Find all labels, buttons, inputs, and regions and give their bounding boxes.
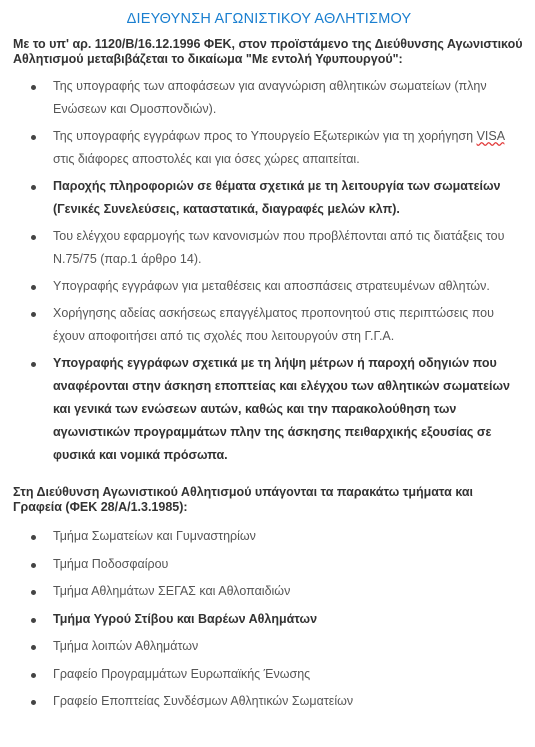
department-item [13,580,525,603]
list-item [13,175,525,221]
departments-intro: Στη Διεύθυνση Αγωνιστικού Αθλητισμού υπάγονται τα παρακάτω τμήματα και Γραφεία (ΦΕΚ 28/Α/1.3.1985): [13,485,474,514]
list-item-text: Παροχής πληροφοριών σε θέματα σχετικά με τη λειτουργία των σωματείων (Γενικές Συνελεύσεις, καταστατικά, διαγραφές μελών κλπ). [53,179,501,216]
bullet-icon [31,535,36,540]
department-label: Τμήμα Υγρού Στίβου και Βαρέων Αθλημάτων [53,611,318,626]
list-item [13,302,525,348]
list-item [13,352,525,467]
list-item [13,75,525,121]
department-label: Τμήμα Αθλημάτων ΣΕΓΑΣ και Αθλοπαιδιών [53,584,291,598]
bullet-icon [31,85,36,90]
bullet-icon [31,185,36,190]
departments-list [13,525,525,713]
department-item [13,608,525,631]
list-item-visa-word: VISA [476,129,505,143]
bullet-icon [31,590,36,595]
department-item [13,553,525,576]
department-item [13,525,525,548]
delegated-rights-list [13,75,525,467]
page-title: ΔΙΕΥΘΥΝΣΗ ΑΓΩΝΙΣΤΙΚΟΥ ΑΘΛΗΤΙΣΜΟΥ [126,11,412,27]
department-label: Γραφείο Προγραμμάτων Ευρωπαϊκής Ένωσης [53,666,311,681]
bullet-icon [31,673,36,678]
bullet-icon [31,700,36,705]
list-item-text: Του ελέγχου εφαρμογής των κανονισμών που προβλέπονται από τις διατάξεις του Ν.75/75 (παρ.1 άρθρο 14). [53,229,505,266]
list-item-text-start: Της υπογραφής εγγράφων προς το Υπουργείο Εξωτερικών για τη χορήγηση [53,129,477,143]
bullet-icon [31,312,36,317]
department-item [13,635,525,658]
list-item [13,225,525,271]
department-item [13,663,525,686]
bullet-icon [31,362,36,367]
bullet-icon [31,563,36,568]
list-item-text: Υπογραφής εγγράφων για μεταθέσεις και αποσπάσεις στρατευμένων αθλητών. [53,279,490,293]
list-item-text-end: στις διάφορες αποστολές και για όσες χώρες απαιτείται. [53,152,360,166]
list-item-text: Της υπογραφής των αποφάσεων για αναγνώριση αθλητικών σωματείων (πλην Ενώσεων και Ομοσπονδιών). [53,79,487,116]
bullet-icon [31,135,36,140]
department-label: Τμήμα Σωματείων και Γυμναστηρίων [53,529,256,543]
list-item-text: Χορήγησης αδείας ασκήσεως επαγγέλματος προπονητού στις περιπτώσεις που έχουν αποφοιτήσει από τις σχολές που λειτουργούν στη Γ.Γ.Α. [53,306,494,343]
list-item [13,125,525,171]
department-label: Τμήμα Ποδοσφαίρου [53,556,169,571]
bullet-icon [31,235,36,240]
bullet-icon [31,645,36,650]
department-label: Τμήμα λοιπών Αθλημάτων [53,639,199,653]
list-item [13,275,525,298]
intro-paragraph: Με το υπ' αρ. 1120/Β/16.12.1996 ΦΕΚ, στον προϊστάμενο της Διεύθυνσης Αγωνιστικού Αθλητισμού μεταβιβάζεται το δικαίωμα "Με εντολή Υφυπουργού": [13,37,523,66]
bullet-icon [31,285,36,290]
bullet-icon [31,618,36,623]
list-item-text: Υπογραφής εγγράφων σχετικά με τη λήψη μέτρων ή παροχή οδηγιών που αναφέρονται στην άσκηση εποπτείας και ελέγχου των αθλητικών σωματείων και γενικά των ενώσεων αυτών, καθώς και την παρακολούθηση των αγωνιστικών προγραμμάτων πλην της άσκησης πειθαρχικής εξουσίας σε φυσικά και νομικά πρόσωπα. [53,356,510,462]
department-label: Γραφείο Εποπτείας Συνδέσμων Αθλητικών Σωματείων [53,694,354,708]
department-item [13,690,525,713]
